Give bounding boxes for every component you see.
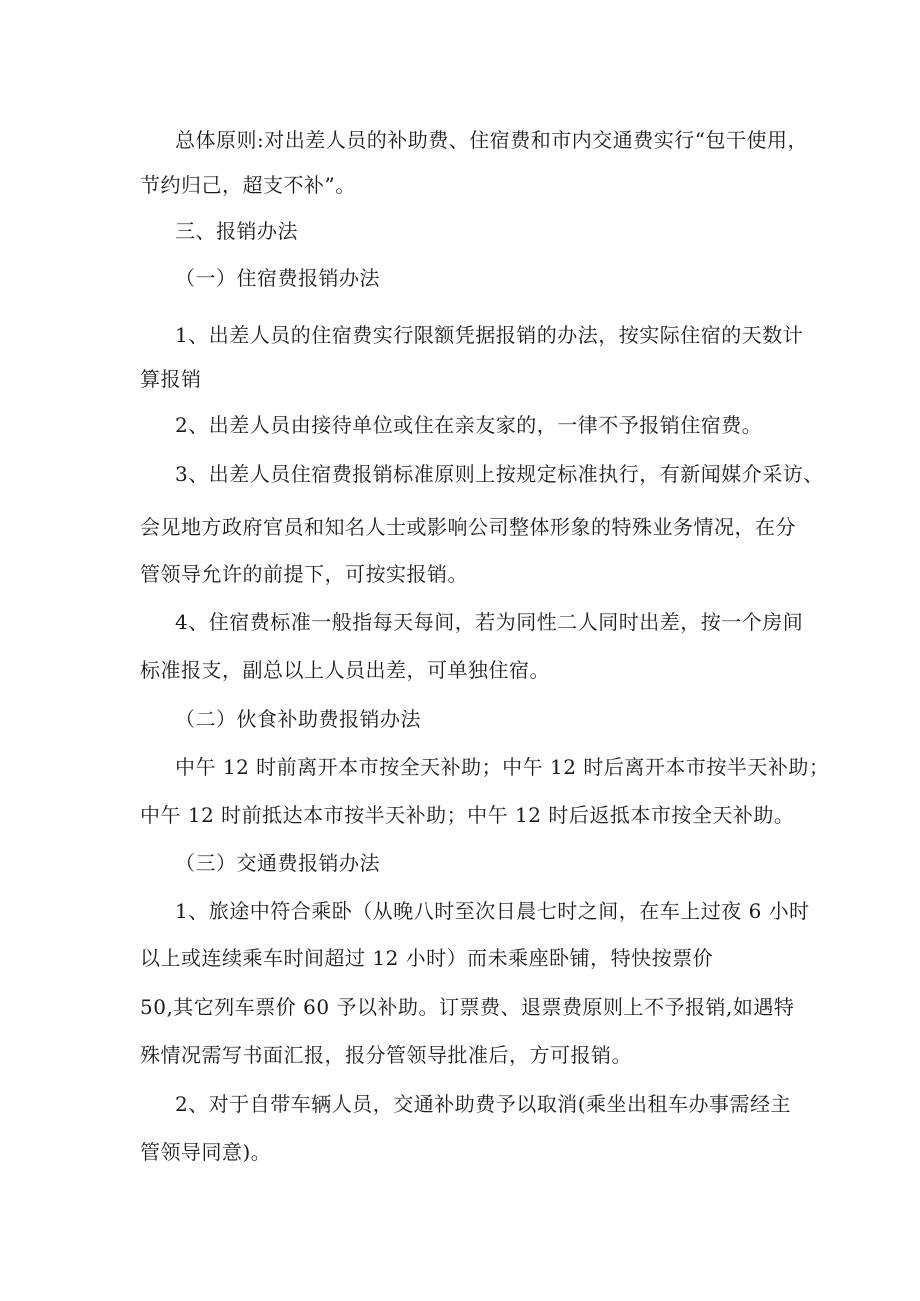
transport-item-2-line-2: 管领导同意)。 <box>140 1140 272 1164</box>
principle-line-1: 总体原则:对出差人员的补助费、住宿费和市内交通费实行“包干使用， <box>175 128 808 152</box>
transport-item-1-line-1: 1、旅途中符合乘卧（从晚八时至次日晨七时之间，在车上过夜 6 小时 <box>175 899 810 923</box>
lodging-item-2: 2、出差人员由接待单位或住在亲友家的，一律不予报销住宿费。 <box>175 413 763 437</box>
transport-item-2-line-1: 2、对于自带车辆人员，交通补助费予以取消(乘坐出租车办事需经主 <box>175 1092 792 1116</box>
lodging-item-3-line-1: 3、出差人员住宿费报销标准原则上按规定标准执行，有新闻媒介采访、 <box>175 462 824 486</box>
subheading-lodging: （一）住宿费报销办法 <box>175 266 380 290</box>
lodging-item-3-line-2: 会见地方政府官员和知名人士或影响公司整体形象的特殊业务情况，在分 <box>140 515 796 539</box>
subheading-meal-allowance: （二）伙食补助费报销办法 <box>175 707 421 731</box>
meal-rule-line-1: 中午 12 时前离开本市按全天补助；中午 12 时后离开本市按半天补助； <box>175 755 830 779</box>
lodging-item-1-line-2: 算报销 <box>140 367 202 391</box>
lodging-item-1-line-1: 1、出差人员的住宿费实行限额凭据报销的办法，按实际住宿的天数计 <box>175 323 804 347</box>
meal-rule-line-2: 中午 12 时前抵达本市按半天补助；中午 12 时后返抵本市按全天补助。 <box>140 803 795 827</box>
transport-item-1-line-2: 以上或连续乘车时间超过 12 小时）而未乘座卧铺，特快按票价 <box>140 946 714 970</box>
lodging-item-4-line-2: 标准报支，副总以上人员出差，可单独住宿。 <box>140 658 550 682</box>
lodging-item-4-line-1: 4、住宿费标准一般指每天每间，若为同性二人同时出差，按一个房间 <box>175 610 804 634</box>
transport-item-1-line-4: 殊情况需写书面汇报，报分管领导批准后，方可报销。 <box>140 1043 632 1067</box>
section-heading-reimbursement: 三、报销办法 <box>175 219 298 243</box>
subheading-transport: （三）交通费报销办法 <box>175 851 380 875</box>
principle-line-2: 节约归己，超支不补”。 <box>140 173 356 197</box>
lodging-item-3-line-3: 管领导允许的前提下，可按实报销。 <box>140 562 468 586</box>
transport-item-1-line-3: 50,其它列车票价 60 予以补助。订票费、退票费原则上不予报销,如遇特 <box>140 995 795 1019</box>
